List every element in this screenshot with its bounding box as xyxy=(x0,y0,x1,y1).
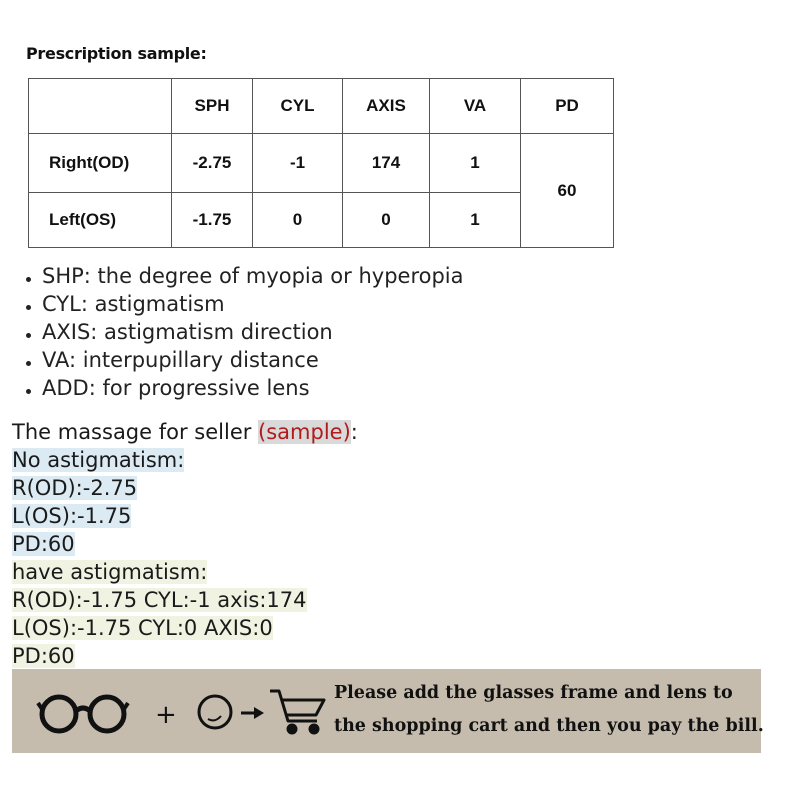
table-row-right xyxy=(29,134,614,193)
cell-left-cyl: 0 xyxy=(253,193,343,248)
header-cell-empty xyxy=(29,79,172,134)
note-item: SHP: the degree of myopia or hyperopia xyxy=(24,262,464,290)
astigmatism-line xyxy=(12,614,273,642)
cell-pd-value: 60 xyxy=(521,134,614,248)
cell-right-va: 1 xyxy=(430,134,521,193)
note-item: AXIS: astigmatism direction xyxy=(24,318,464,346)
astigmatism-heading xyxy=(12,558,207,586)
header-cell-va: VA xyxy=(430,79,521,134)
cell-left-va: 1 xyxy=(430,193,521,248)
no-astigmatism-line xyxy=(12,502,131,530)
note-item: VA: interpupillary distance xyxy=(24,346,464,374)
header-cell-sph: SPH xyxy=(172,79,253,134)
note-item: CYL: astigmatism xyxy=(24,290,464,318)
arrow-right-icon xyxy=(241,707,264,719)
plus-sign: + xyxy=(155,700,177,730)
banner-line-1: Please add the glasses frame and lens to xyxy=(334,683,733,703)
no-astigmatism-heading xyxy=(12,446,184,474)
row-label-right: Right(OD) xyxy=(29,134,172,193)
astigmatism-line xyxy=(12,586,307,614)
message-colon: : xyxy=(350,420,358,444)
message-intro: The massage for seller xyxy=(12,420,259,444)
astigmatism-line-text: L(OS):-1.75 CYL:0 AXIS:0 xyxy=(12,616,273,640)
shopping-cart-icon xyxy=(270,691,324,733)
glasses-icon xyxy=(38,697,128,731)
prescription-title: Prescription sample: xyxy=(26,44,207,63)
cell-right-axis: 174 xyxy=(343,134,430,193)
no-astigmatism-line-text: R(OD):-2.75 xyxy=(12,476,138,500)
astigmatism-line xyxy=(12,642,75,670)
cell-left-sph: -1.75 xyxy=(172,193,253,248)
cell-right-cyl: -1 xyxy=(253,134,343,193)
prescription-table xyxy=(28,78,614,248)
row-label-left: Left(OS) xyxy=(29,193,172,248)
cell-right-sph: -2.75 xyxy=(172,134,253,193)
no-astigmatism-line xyxy=(12,530,75,558)
astigmatism-line-text: PD:60 xyxy=(12,644,75,668)
banner-icons xyxy=(12,669,332,753)
note-item: ADD: for progressive lens xyxy=(24,374,464,402)
cell-left-axis: 0 xyxy=(343,193,430,248)
notes-list xyxy=(24,262,464,402)
astigmatism-line-text: R(OD):-1.75 CYL:-1 axis:174 xyxy=(12,588,307,612)
table-header-row xyxy=(29,79,614,134)
no-astigmatism-heading-text: No astigmatism: xyxy=(12,448,185,472)
no-astigmatism-line-text: L(OS):-1.75 xyxy=(12,504,132,528)
header-cell-cyl: CYL xyxy=(253,79,343,134)
header-cell-pd: PD xyxy=(521,79,614,134)
astigmatism-heading-text: have astigmatism: xyxy=(12,560,208,584)
no-astigmatism-line-text: PD:60 xyxy=(12,532,75,556)
header-cell-axis: AXIS xyxy=(343,79,430,134)
no-astigmatism-line xyxy=(12,474,137,502)
sample-tag: (sample) xyxy=(258,420,351,444)
banner-line-2: the shopping cart and then you pay the bill. xyxy=(334,716,764,736)
lens-icon xyxy=(199,696,231,728)
checkout-banner xyxy=(12,669,764,753)
message-intro-line xyxy=(12,418,358,446)
